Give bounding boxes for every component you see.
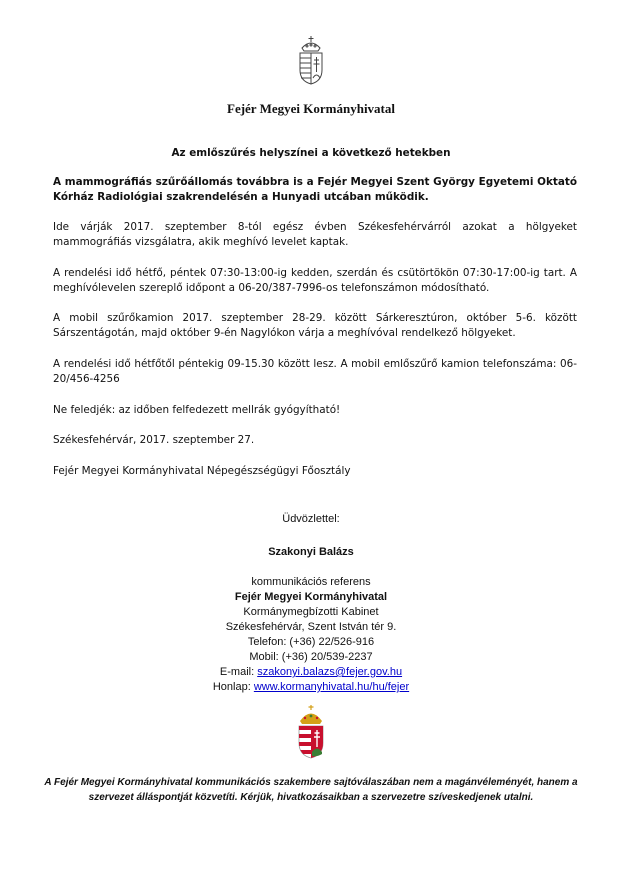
signature-name: Szakonyi Balázs [268, 546, 354, 558]
notice-date: Székesfehérvár, 2017. szeptember 27. [53, 434, 255, 446]
footer-disclaimer: A Fejér Megyei Kormányhivatal kommunikációs szakembere sajtóválaszában nem a magánvéleményét, hanem a szervezet álláspontját közvetíti. Kérjük, hivatkozásaikban a szervezetre szíveskedjenek utalni. [44, 777, 578, 803]
signature-phone: Telefon: (+36) 22/526-916 [247, 636, 375, 648]
notice-paragraph-4: A rendelési idő hétfőtől péntekig 09-15.30 között lesz. A mobil emlőszűrő kamion telefonszáma: 06-20/456-4256 [53, 358, 577, 385]
notice-paragraph-1: Ide várják 2017. szeptember 8-tól egész évben Székesfehérvárról azokat a hölgyeket mammográfiás vizsgálatra, akik meghívó levelet kaptak. [53, 221, 577, 248]
notice-paragraph-5: Ne feledjék: az időben felfedezett mellrák gyógyítható! [53, 404, 341, 416]
web-label: Honlap: [212, 681, 254, 693]
notice-heading: Az emlőszűrés helyszínei a következő hetekben [171, 147, 451, 159]
signature-mobile: Mobil: (+36) 20/539-2237 [249, 651, 373, 663]
signature-role: kommunikációs referens [251, 576, 371, 588]
signature-web-line [0, 680, 622, 696]
hungarian-coat-of-arms-outline-icon [296, 34, 326, 86]
hungarian-coat-of-arms-color-icon [297, 704, 325, 760]
signature-unit: Kormánymegbízotti Kabinet [243, 606, 379, 618]
signature-greeting: Üdvözlettel: [282, 513, 340, 525]
notice-lead: A mammográfiás szűrőállomás továbbra is a Fejér Megyei Szent György Egyetemi Oktató Kórház Radiológiai szakrendelésén a Hunyadi utcában működik. [53, 176, 577, 203]
org-title: Fejér Megyei Kormányhivatal [227, 101, 395, 116]
web-link[interactable]: www.kormanyhivatal.hu/hu/fejer [253, 681, 410, 693]
signature-email-line [0, 665, 622, 681]
email-link[interactable]: szakonyi.balazs@fejer.gov.hu [257, 666, 403, 678]
notice-paragraph-3: A mobil szűrőkamion 2017. szeptember 28-29. között Sárkeresztúron, október 5-6. között Sárszentágotán, majd október 9-én Nagylókon várja a meghívóval rendelkező hölgyeket. [53, 312, 577, 339]
email-label: E-mail: [219, 666, 258, 678]
notice-department: Fejér Megyei Kormányhivatal Népegészségügyi Főosztály [53, 465, 351, 477]
signature-org: Fejér Megyei Kormányhivatal [234, 591, 388, 603]
signature-address: Székesfehérvár, Szent István tér 9. [225, 621, 397, 633]
notice-paragraph-2: A rendelési idő hétfő, péntek 07:30-13:00-ig kedden, szerdán és csütörtökön 07:30-17:00-ig tart. A meghívólevelen szereplő időpont a 06-20/387-7996-os telefonszámon módosítható. [53, 267, 577, 294]
